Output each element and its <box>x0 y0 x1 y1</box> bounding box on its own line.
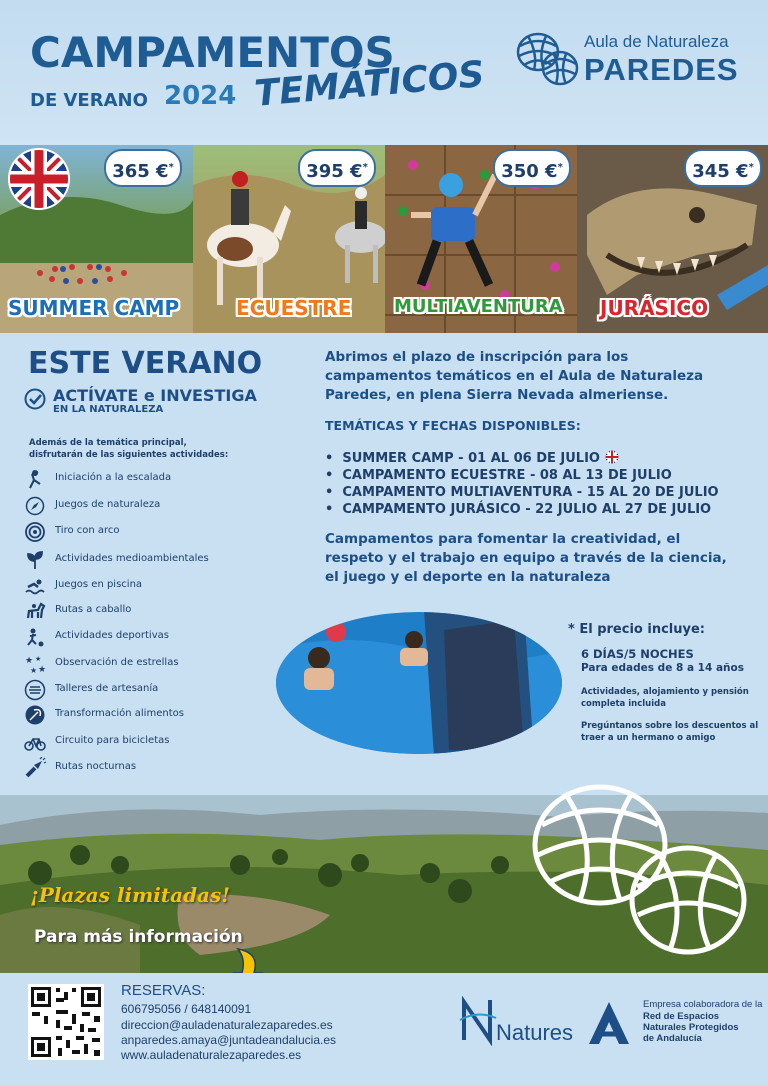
stars-icon <box>24 653 46 675</box>
activity-label: Rutas a caballo <box>55 604 132 615</box>
activity-label: Talleres de artesanía <box>55 683 159 694</box>
activity-label: Actividades deportivas <box>55 630 169 641</box>
svg-text:★: ★ <box>30 666 38 675</box>
activity-label: Circuito para bicicletas <box>55 735 170 746</box>
intro-paragraph: Abrimos el plazo de inscripción para los campamentos temáticos en el Aula de Naturaleza Paredes, en plena Sierra Nevada almeriense. <box>325 349 704 403</box>
email-direccion[interactable]: direccion@auladenaturalezaparedes.es <box>121 1018 333 1032</box>
pottery-icon <box>24 679 46 701</box>
svg-text:★: ★ <box>35 655 42 663</box>
svg-text:★: ★ <box>25 656 34 666</box>
natures-logo-text: Natures <box>496 1020 574 1045</box>
flashlight-icon <box>24 757 46 779</box>
price-badge-ecuestre: 395 €* <box>298 149 376 187</box>
phone-numbers[interactable]: 606795056 / 648140091 <box>121 1002 252 1016</box>
camp-title-jurasico: JURÁSICO <box>600 296 709 320</box>
uk-flag-small-icon <box>605 450 619 464</box>
pinecone-decoration-icon <box>520 775 750 960</box>
uk-flag-icon <box>8 148 70 210</box>
collab-line2: Red de Espacios <box>643 1011 720 1022</box>
plant-icon <box>24 549 46 571</box>
date-item: • SUMMER CAMP - 01 AL 06 DE JULIO <box>325 450 719 467</box>
este-verano-heading: ESTE VERANO <box>28 346 263 381</box>
includes-days: 6 DÍAS/5 NOCHES <box>581 647 694 661</box>
ball-icon <box>24 626 46 648</box>
includes-heading: * El precio incluye: <box>568 622 705 637</box>
activities-intro: Además de la temática principal, disfrutarán de las siguientes actividades: <box>29 438 229 460</box>
email-junta[interactable]: anparedes.amaya@juntadeandalucia.es <box>121 1033 336 1047</box>
title-campamentos: CAMPAMENTOS <box>30 28 395 77</box>
slogan: ACTÍVATE e INVESTIGA <box>53 386 257 405</box>
logo-aula-text: Aula de Naturaleza <box>584 32 729 51</box>
junta-andalucia-logo-icon <box>585 1000 633 1046</box>
date-item: • CAMPAMENTO JURÁSICO - 22 JULIO AL 27 DE JULIO <box>325 502 712 517</box>
bicycle-icon <box>24 731 46 753</box>
target-icon <box>24 521 46 543</box>
pinecone-logo-icon <box>514 28 580 90</box>
activity-label: Juegos de naturaleza <box>55 499 161 510</box>
mas-informacion: Para más información <box>34 927 243 947</box>
includes-ages: Para edades de 8 a 14 años <box>581 662 744 674</box>
whisk-icon <box>24 704 46 726</box>
slogan-sub: EN LA NATURALEZA <box>53 404 164 415</box>
dates-list <box>325 450 719 518</box>
price-badge-summer: 365 €* <box>104 149 182 187</box>
plazas-limitadas: ¡Plazas limitadas! <box>30 883 231 907</box>
reservas-label: RESERVAS: <box>121 982 206 999</box>
compass-icon <box>24 495 46 517</box>
natures-n-logo-icon <box>458 996 498 1046</box>
pool-photo <box>274 610 564 756</box>
swimming-icon <box>24 575 46 597</box>
svg-text:★: ★ <box>38 665 46 675</box>
qr-code-icon[interactable] <box>28 984 104 1060</box>
activity-label: Juegos en piscina <box>55 579 143 590</box>
date-item: • CAMPAMENTO ECUESTRE - 08 AL 13 DE JULIO <box>325 468 672 483</box>
camp-title-ecuestre: ECUESTRE <box>236 296 352 320</box>
horse-icon <box>24 600 46 622</box>
website-link[interactable]: www.auladenaturalezaparedes.es <box>121 1048 302 1062</box>
check-circle-icon <box>24 388 46 410</box>
includes-discount: Pregúntanos sobre los descuentos al traer a un hermano o amigo <box>581 721 759 743</box>
closing-paragraph: Campamentos para fomentar la creatividad, el respeto y el trabajo en equipo a través de la ciencia, el juego y el deporte en la naturaleza <box>325 531 727 585</box>
activity-label: Tiro con arco <box>55 525 120 536</box>
dates-heading: TEMÁTICAS Y FECHAS DISPONIBLES: <box>325 418 581 433</box>
collab-line4: de Andalucía <box>643 1033 702 1044</box>
price-badge-multiaventura: 350 €* <box>493 149 571 187</box>
logo-paredes-text: PAREDES <box>584 52 739 87</box>
price-badge-jurasico: 345 €* <box>684 149 762 187</box>
title-tematicos: TEMÁTICOS <box>253 53 486 115</box>
activity-label: Transformación alimentos <box>55 708 184 719</box>
camp-title-multiaventura: MULTIAVENTURA <box>394 296 563 317</box>
title-de-verano: DE VERANO <box>30 90 148 111</box>
activity-label: Iniciación a la escalada <box>55 472 172 483</box>
collab-line1: Empresa colaboradora de la <box>643 999 763 1010</box>
title-year: 2024 <box>164 81 237 111</box>
activity-label: Rutas nocturnas <box>55 761 137 772</box>
includes-items: Actividades, alojamiento y pensión completa incluida <box>581 687 749 709</box>
activity-label: Observación de estrellas <box>55 657 179 668</box>
date-item: • CAMPAMENTO MULTIAVENTURA - 15 AL 20 DE JULIO <box>325 485 719 500</box>
camp-title-summer: SUMMER CAMP <box>8 296 180 320</box>
activity-label: Actividades medioambientales <box>55 553 209 564</box>
collab-line3: Naturales Protegidos <box>643 1022 739 1033</box>
climbing-icon <box>24 468 46 490</box>
